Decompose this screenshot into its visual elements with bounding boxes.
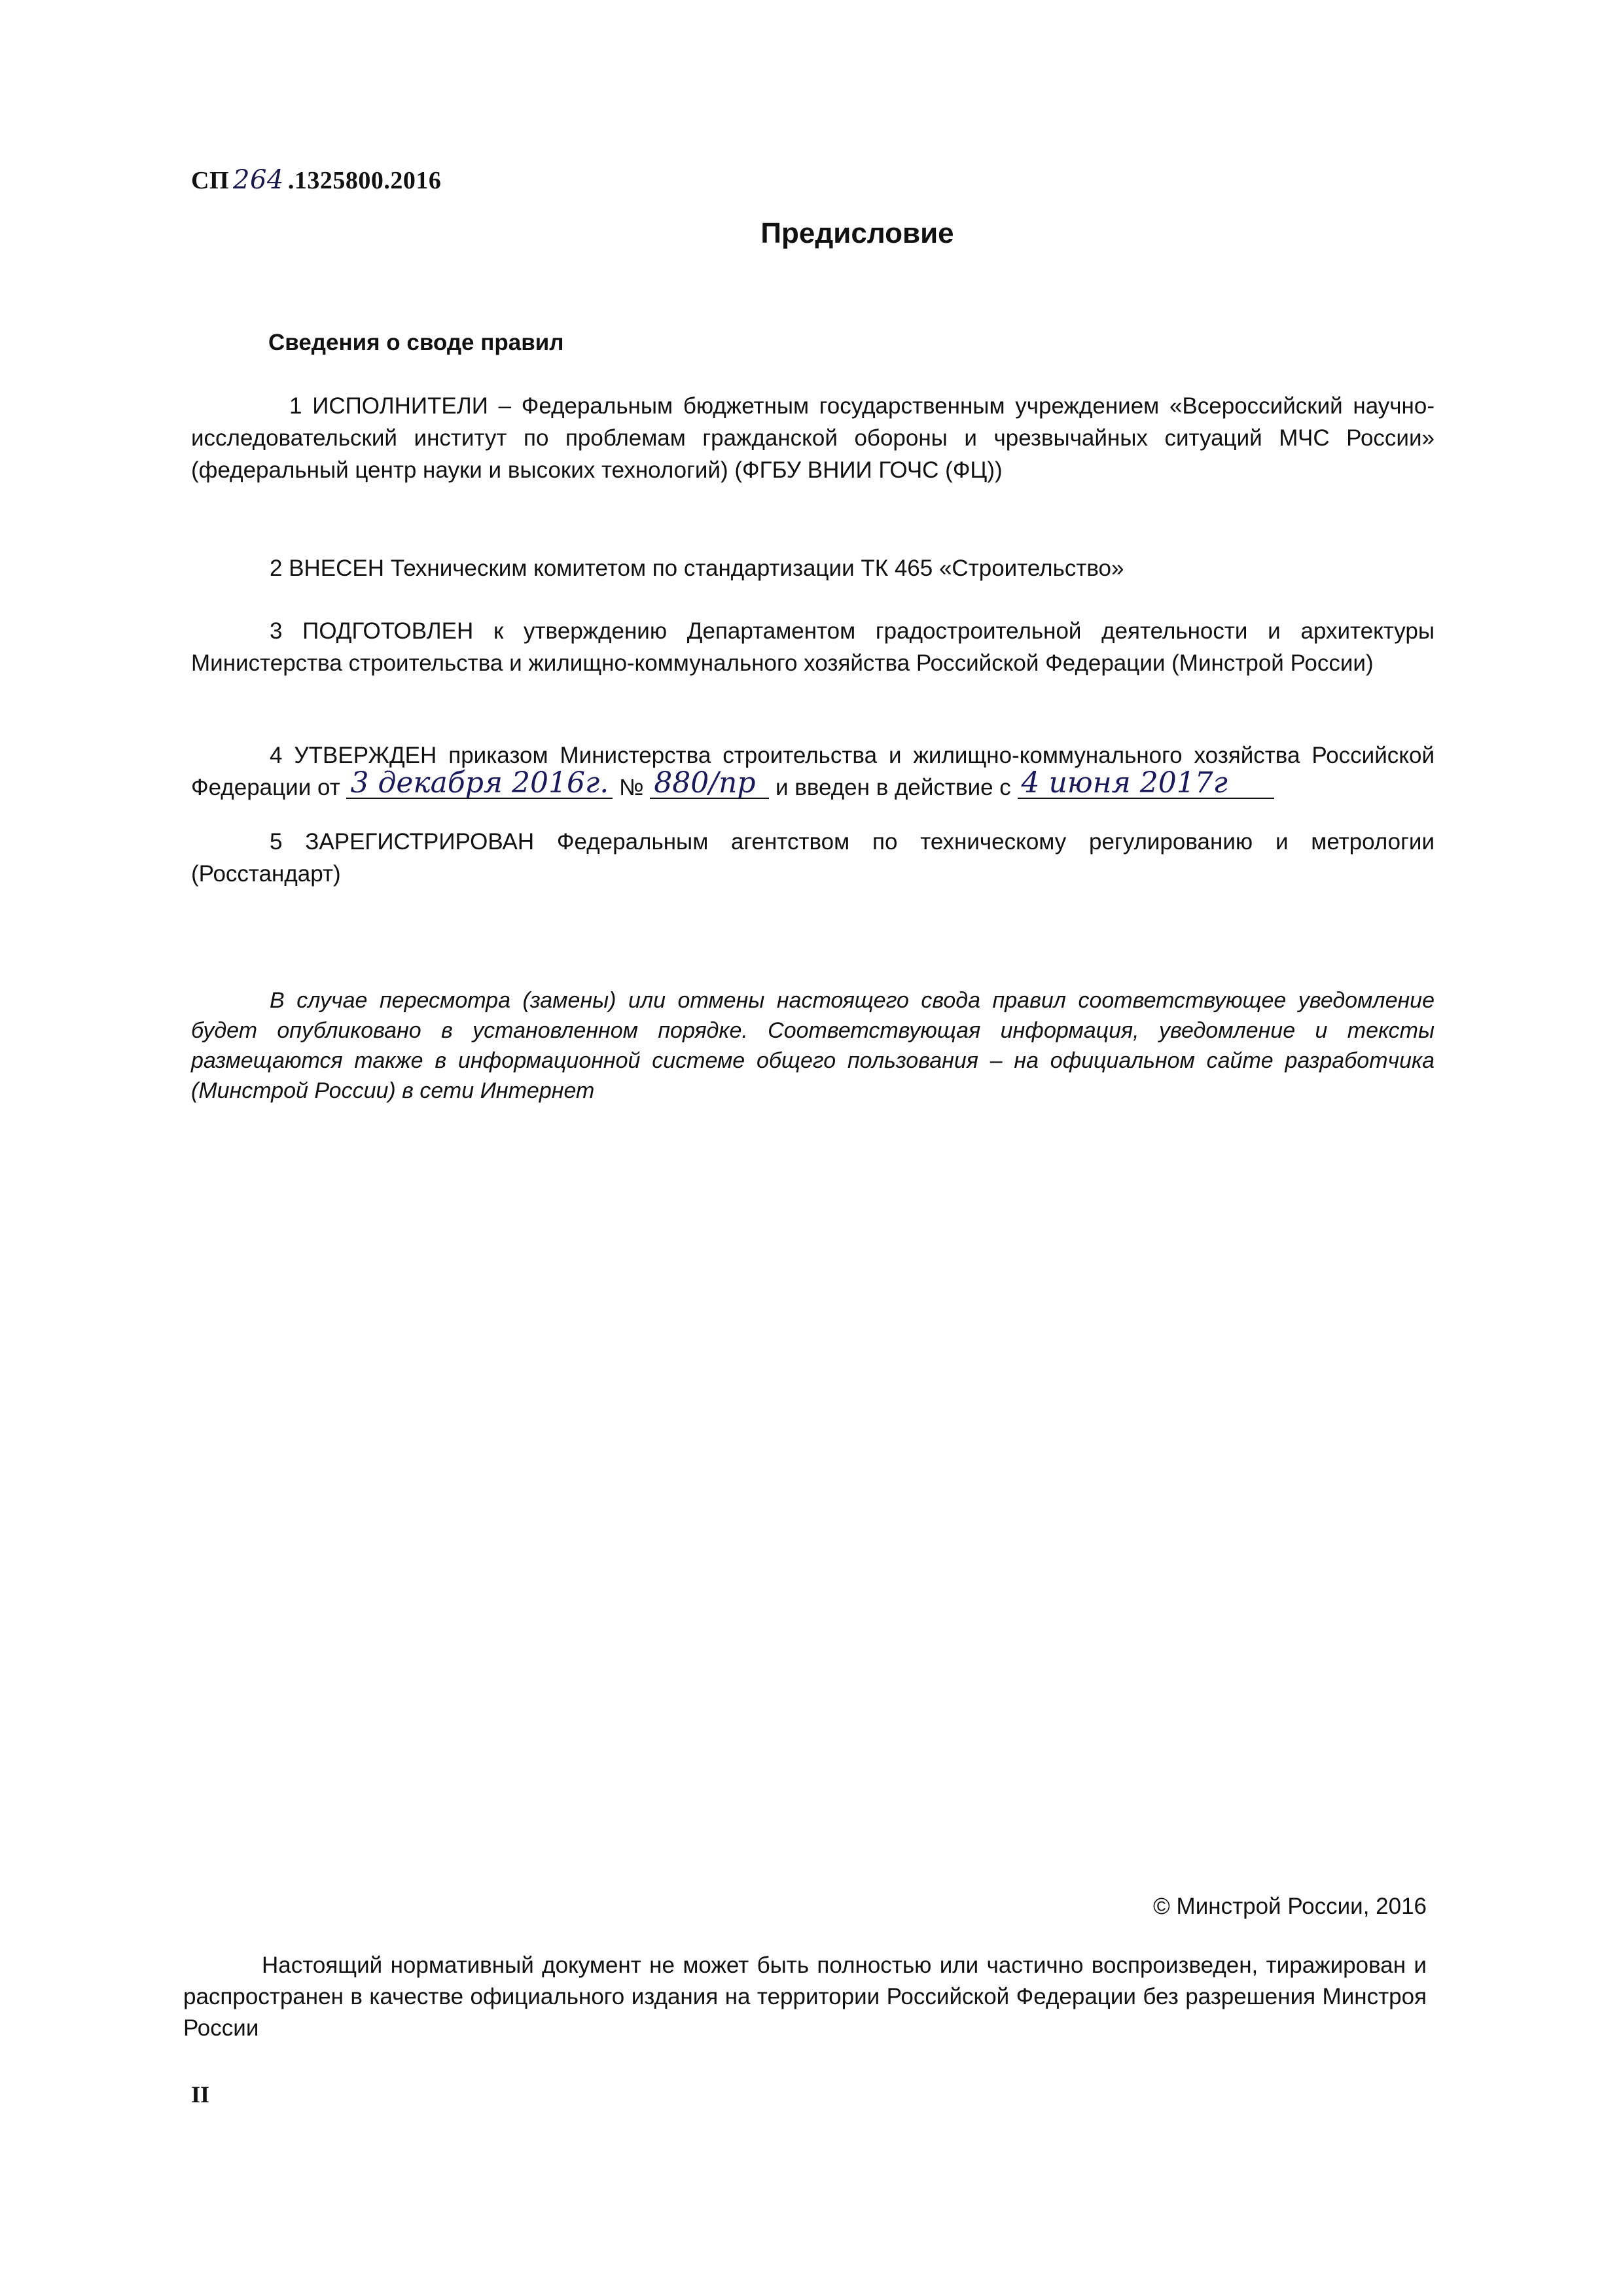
code-suffix: .1325800.2016 [287, 167, 442, 194]
item-prepared [191, 615, 1435, 679]
reproduction-disclaimer [183, 1950, 1427, 2044]
section-subtitle: Сведения о своде правил [268, 330, 564, 355]
page-title: Предисловие [760, 217, 954, 249]
copyright-line: © Минстрой России, 2016 [1153, 1894, 1427, 1919]
revision-notice [191, 985, 1435, 1106]
item-executors [191, 390, 1435, 486]
item-introduced-text: 2 ВНЕСЕН Техническим комитетом по стандартизации ТК 465 «Строительство» [270, 556, 1124, 581]
order-number-label: № [618, 775, 644, 800]
revision-notice-text: В случае пересмотра (замены) или отмены настоящего свода правил соответствующее уведомление будет опубликовано в установленном порядке. Соответствующая информация, уведомление и тексты размещаются также в информационной системе общего пользования – на официальном сайте разработчика (Минстрой России) в сети Интернет [191, 988, 1435, 1103]
effective-label: и введен в действие с [775, 775, 1011, 800]
item-prepared-text: 3 ПОДГОТОВЛЕН к утверждению Департаментом градостроительной деятельности и архитектуры Министерства строительства и жилищно-коммунального хозяйства Российской Федерации (Минстрой России) [191, 618, 1435, 676]
page-number: II [191, 2081, 210, 2108]
item-introduced [191, 552, 1435, 584]
reproduction-disclaimer-text: Настоящий нормативный документ не может быть полностью или частично воспроизведен, тиражирован и распространен в качестве официального издания на территории Российской Федерации без разрешения Минстроя России [183, 1952, 1427, 2041]
item-executors-text: 1 ИСПОЛНИТЕЛИ – Федеральным бюджетным государственным учреждением «Всероссийский научно-исследовательский институт по проблемам гражданской обороны и чрезвычайных ситуаций МЧС России» (федеральный центр науки и высоких технологий) (ФГБУ ВНИИ ГОЧС (ФЦ)) [191, 393, 1435, 483]
order-number-handwritten: 880/пр [650, 769, 769, 799]
item-approved [191, 739, 1435, 804]
item-registered-text: 5 ЗАРЕГИСТРИРОВАН Федеральным агентством по техническому регулированию и метрологии (Росстандарт) [191, 829, 1435, 887]
document-code [191, 165, 441, 195]
item-approved-lead: 4 УТВЕРЖДЕН приказом Министерства строительства и жилищно-коммунального хозяйства Российской Федерации от [191, 743, 1435, 800]
item-registered [191, 826, 1435, 890]
code-handwritten-number: 264 [233, 165, 284, 195]
code-prefix: СП [191, 167, 229, 194]
effective-date-handwritten: 4 июня 2017г [1018, 769, 1274, 799]
approval-date-handwritten: 3 декабря 2016г. [346, 769, 613, 799]
